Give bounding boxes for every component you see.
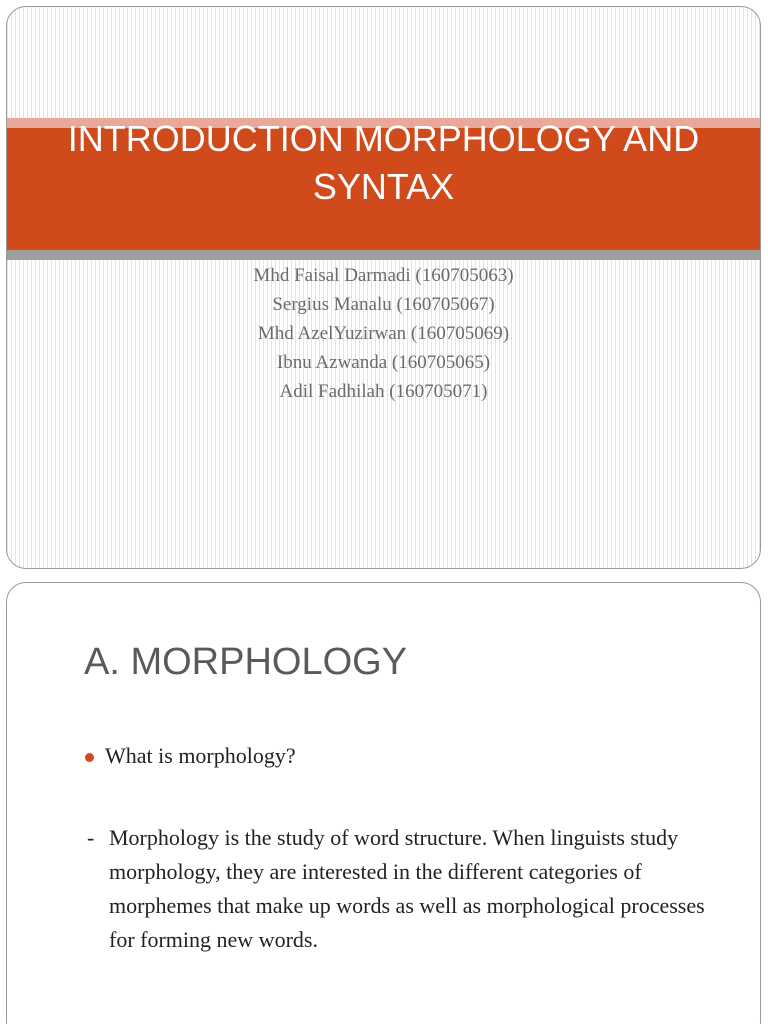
dash-marker: - — [87, 825, 95, 850]
author-list — [7, 261, 760, 406]
author-item: Adil Fadhilah (160705071) — [279, 381, 488, 402]
definition-item — [87, 821, 709, 957]
content-slide — [6, 582, 761, 1024]
author-item: Mhd AzelYuzirwan (160705069) — [257, 323, 510, 344]
bullet-item — [85, 743, 296, 769]
accent-strip-bottom — [7, 250, 760, 260]
author-item: Sergius Manalu (160705067) — [272, 294, 495, 315]
author-item: Ibnu Azwanda (160705065) — [276, 352, 491, 373]
title-slide — [6, 6, 761, 569]
section-heading: A. MORPHOLOGY — [84, 641, 408, 683]
bullet-text: What is morphology? — [105, 743, 296, 768]
bullet-dot-icon — [85, 753, 94, 762]
author-item: Mhd Faisal Darmadi (160705063) — [253, 265, 514, 286]
definition-paragraph: Morphology is the study of word structure. When linguists study morphology, they are interested in the different categories of morphemes that make up words as well as morphological processes for forming new words. — [109, 825, 705, 952]
slide-title: INTRODUCTION MORPHOLOGY AND SYNTAX — [67, 118, 700, 207]
